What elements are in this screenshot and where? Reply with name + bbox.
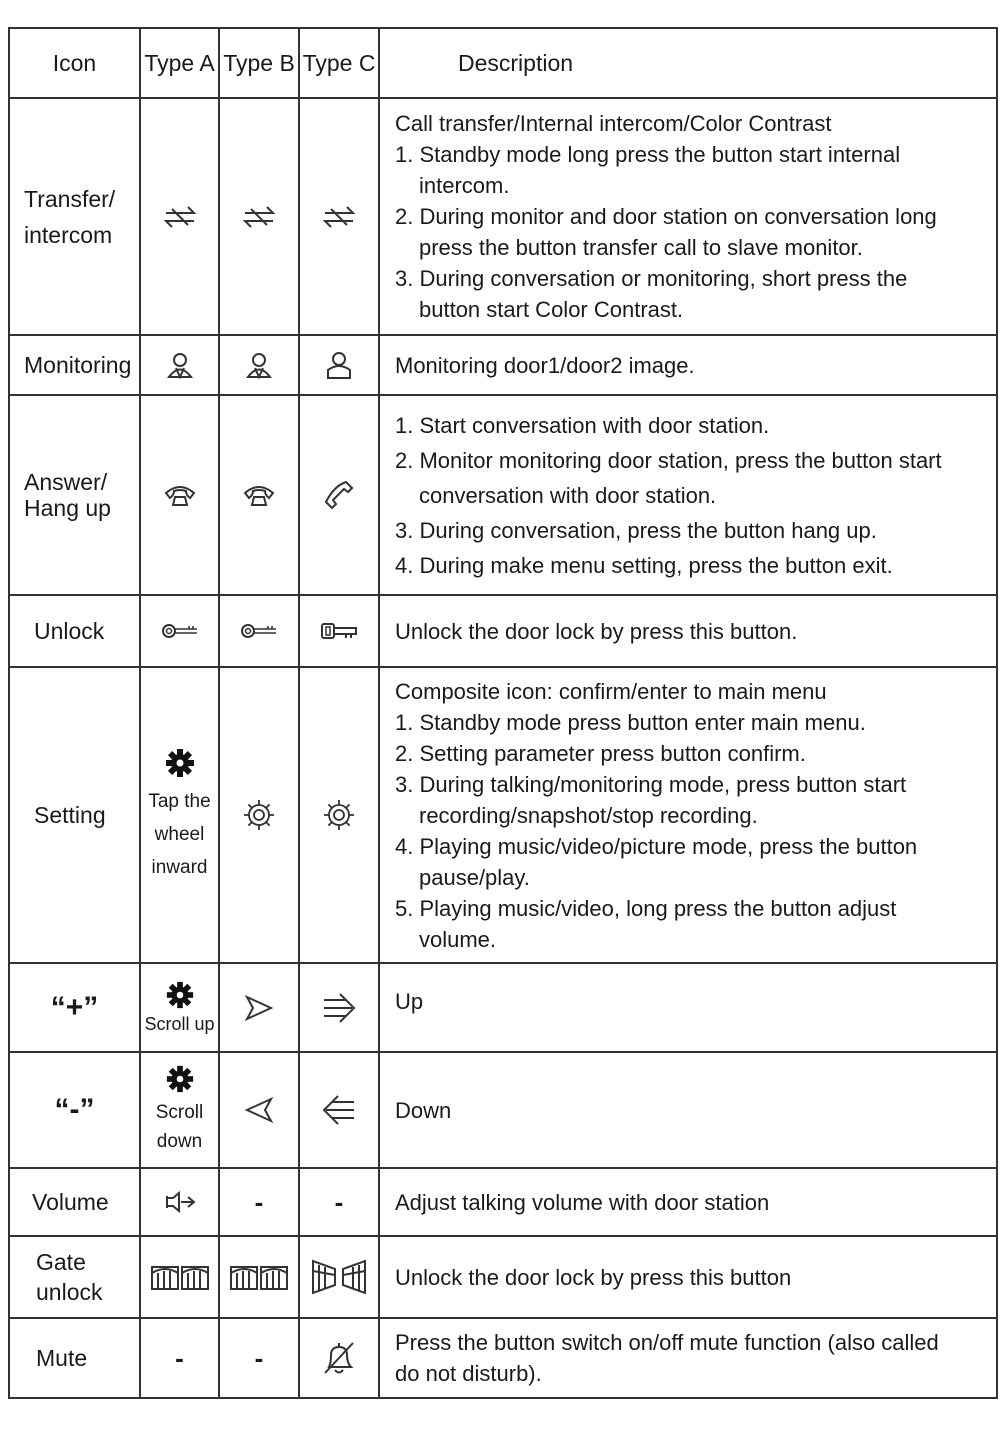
transfer-arrows-icon xyxy=(299,98,379,335)
table-row xyxy=(9,1052,997,1168)
row-label-unlock: Unlock xyxy=(9,595,140,667)
row-label-gate: Gate unlock xyxy=(9,1236,140,1318)
person-icon xyxy=(219,335,299,395)
table-header-row xyxy=(9,28,997,98)
gate-icon xyxy=(299,1236,379,1318)
gear-icon xyxy=(299,667,379,963)
header-type-b: Type B xyxy=(219,28,299,98)
volume-type-c: - xyxy=(299,1168,379,1236)
row-label-plus: “+” xyxy=(9,963,140,1052)
person-icon xyxy=(140,335,219,395)
key-icon xyxy=(219,595,299,667)
gear-icon xyxy=(165,980,195,1010)
minus-type-a: Scroll down xyxy=(140,1052,219,1168)
row-desc-plus: Up xyxy=(379,963,997,1052)
double-arrow-left-icon xyxy=(299,1052,379,1168)
row-label-setting: Setting xyxy=(9,667,140,963)
arrow-right-icon xyxy=(219,963,299,1052)
table-row xyxy=(9,1236,997,1318)
row-desc-answer: 1. Start conversation with door station. 2. Monitor monitoring door station, press the button start conversation with door station. 3. During conversation, press the button hang up. 4. During make menu setting, press the button exit. xyxy=(379,395,997,595)
volume-icon xyxy=(140,1168,219,1236)
row-desc-mute: Press the button switch on/off mute function (also called do not disturb). xyxy=(379,1318,997,1398)
row-desc-gate: Unlock the door lock by press this button xyxy=(379,1236,997,1318)
double-arrow-right-icon xyxy=(299,963,379,1052)
row-label-minus: “-” xyxy=(9,1052,140,1168)
person-icon xyxy=(299,335,379,395)
row-label-transfer: Transfer/ intercom xyxy=(9,98,140,335)
table-row xyxy=(9,1318,997,1398)
mute-type-b: - xyxy=(219,1318,299,1398)
row-desc-volume: Adjust talking volume with door station xyxy=(379,1168,997,1236)
key-icon xyxy=(299,595,379,667)
header-type-c: Type C xyxy=(299,28,379,98)
header-icon: Icon xyxy=(9,28,140,98)
table-row xyxy=(9,98,997,335)
row-desc-unlock: Unlock the door lock by press this button. xyxy=(379,595,997,667)
setting-type-a: Tap the wheel inward xyxy=(140,667,219,963)
table-row xyxy=(9,1168,997,1236)
gear-icon xyxy=(164,747,196,779)
volume-type-b: - xyxy=(219,1168,299,1236)
row-desc-setting: Composite icon: confirm/enter to main menu 1. Standby mode press button enter main menu. 2. Setting parameter press button confirm. 3. During talking/monitoring mode, press button start recording/snapshot/stop recording. 4. Playing music/video/picture mode, press the button pause/play. 5. Playing music/video, long press the button adjust volume. xyxy=(379,667,997,963)
key-icon xyxy=(140,595,219,667)
mute-type-a: - xyxy=(140,1318,219,1398)
header-type-a: Type A xyxy=(140,28,219,98)
row-desc-minus: Down xyxy=(379,1052,997,1168)
bell-muted-icon xyxy=(299,1318,379,1398)
phone-handset-icon xyxy=(299,395,379,595)
row-desc-transfer: Call transfer/Internal intercom/Color Contrast 1. Standby mode long press the button start internal intercom. 2. During monitor and door station on conversation long press the button transfer call to slave monitor. 3. During conversation or monitoring, short press the button start Color Contrast. xyxy=(379,98,997,335)
transfer-arrows-icon xyxy=(219,98,299,335)
table-row xyxy=(9,395,997,595)
row-label-monitoring: Monitoring xyxy=(9,335,140,395)
header-description: Description xyxy=(379,28,997,98)
phone-handset-icon xyxy=(140,395,219,595)
transfer-arrows-icon xyxy=(140,98,219,335)
gear-icon xyxy=(219,667,299,963)
phone-handset-icon xyxy=(219,395,299,595)
gear-icon xyxy=(165,1064,195,1094)
icon-description-table xyxy=(8,27,998,1399)
table-row xyxy=(9,963,997,1052)
row-label-mute: Mute xyxy=(9,1318,140,1398)
table-row xyxy=(9,667,997,963)
plus-type-a: Scroll up xyxy=(140,963,219,1052)
arrow-left-icon xyxy=(219,1052,299,1168)
gate-icon xyxy=(140,1236,219,1318)
row-label-answer: Answer/ Hang up xyxy=(9,395,140,595)
row-desc-monitoring: Monitoring door1/door2 image. xyxy=(379,335,997,395)
gate-icon xyxy=(219,1236,299,1318)
table-row xyxy=(9,335,997,395)
row-label-volume: Volume xyxy=(9,1168,140,1236)
table-row xyxy=(9,595,997,667)
